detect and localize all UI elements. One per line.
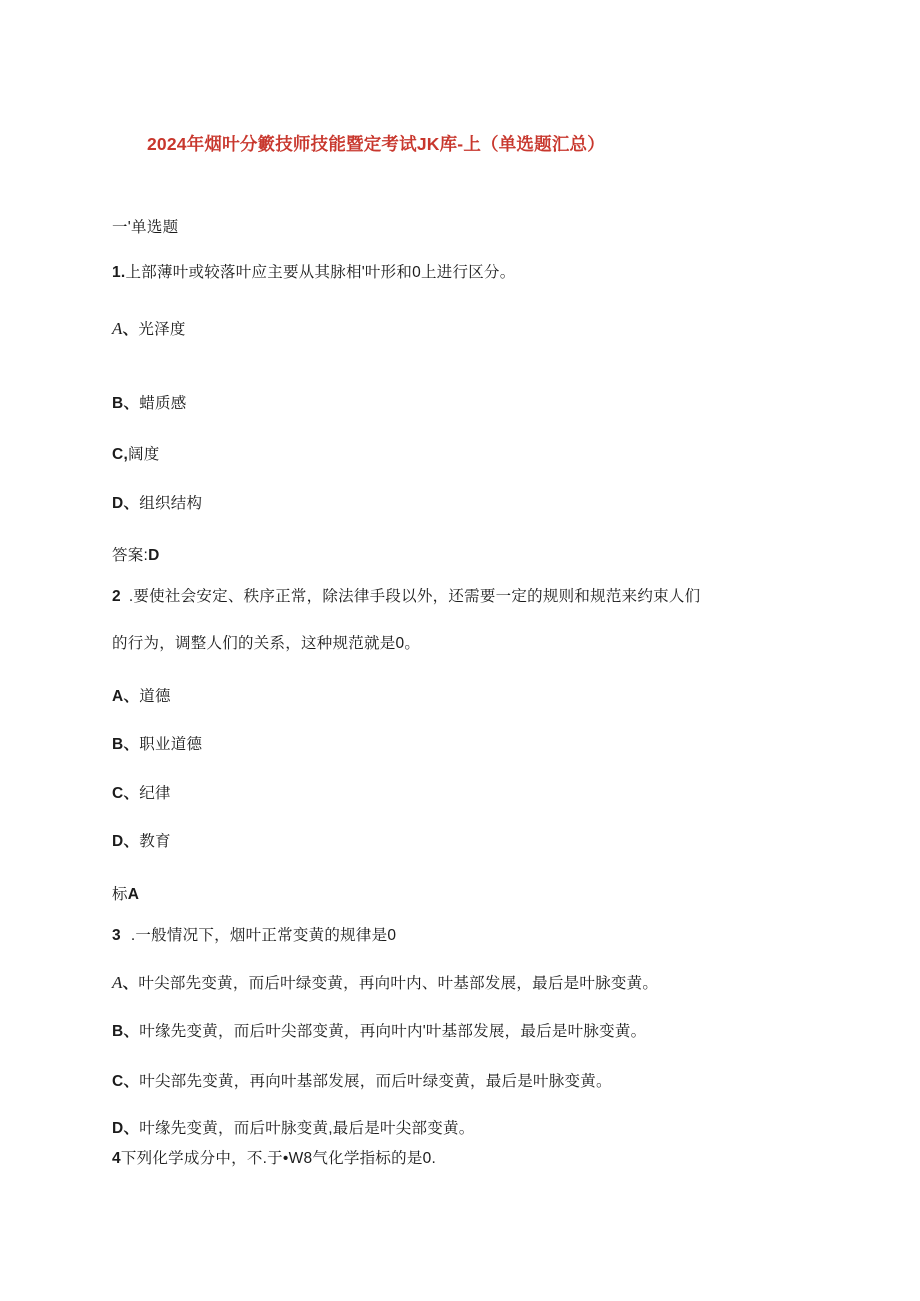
question-2-answer [112,882,139,904]
question-2-option-d[interactable] [112,831,171,853]
section-heading-single-choice: 一'单选题 [112,219,179,236]
option-separator: 、 [123,1023,140,1040]
question-4-number: 4 [112,1150,121,1167]
option-text: 组织结构 [139,495,203,512]
option-letter: C [112,785,124,802]
answer-value: D [148,547,160,564]
option-separator: 、 [123,688,140,705]
answer-label: 标 [112,886,128,903]
option-text: 叶缘先变黄，而后叶尖部变黄，再向叶内'叶基部发展，最后是叶脉变黄。 [139,1023,647,1040]
question-2-option-c[interactable] [112,783,171,805]
option-separator: 、 [123,495,140,512]
page-title: 2024年烟叶分籔技师技能暨定考试JK库-上（单选题汇总） [147,134,605,154]
question-1-option-a[interactable] [112,317,186,342]
option-text: 阔度 [128,446,160,463]
option-separator: 、 [123,833,140,850]
option-letter: D [112,495,124,512]
option-separator: 、 [123,1073,140,1090]
option-separator: , [123,446,129,463]
question-1-option-d[interactable] [112,493,202,515]
question-2-number: 2 [112,588,121,605]
option-letter: A [112,973,123,992]
option-text: 光泽度 [138,321,186,338]
option-text: 纪律 [139,785,171,802]
option-letter: D [112,1120,124,1137]
question-1-answer [112,543,160,565]
option-letter: D [112,833,124,850]
option-text: 职业道德 [139,736,203,753]
question-2-option-b[interactable] [112,734,202,756]
option-separator: 、 [123,785,140,802]
question-1-option-c[interactable] [112,444,160,466]
option-letter: B [112,1023,124,1040]
question-3-option-d[interactable] [112,1118,475,1140]
option-letter: A [112,319,123,338]
option-text: 叶尖部先变黄，再向叶基部发展，而后叶绿变黄，最后是叶脉变黄。 [139,1073,612,1090]
question-1-stem [112,262,516,284]
answer-value: A [127,886,140,903]
question-1-stem-text: 上部薄叶或较落叶应主要从其脉相'叶形和0上进行区分。 [125,264,516,281]
option-separator: 、 [123,395,140,412]
option-letter: C [112,1073,124,1090]
question-3-number: 3 [112,927,121,944]
option-letter: C [112,446,124,463]
question-3-option-c[interactable] [112,1071,612,1093]
answer-label: 答案: [112,547,149,564]
option-letter: A [112,688,124,705]
question-2-stem-text-line-1: .要使社会安定、秩序正常，除法律手段以外，还需要一定的规则和规范来约束人们 [128,588,701,605]
question-1-option-b[interactable] [112,393,186,415]
question-2-stem-line-2: 的行为，调整人们的关系，这种规范就是0。 [112,635,421,652]
option-separator: 、 [123,736,140,753]
option-text: 蜡质感 [139,395,187,412]
option-text: 道德 [139,688,171,705]
question-2-stem-line-1 [112,586,700,608]
option-letter: B [112,395,124,412]
question-4-stem [112,1148,436,1170]
question-1-number: 1. [112,264,126,281]
question-3-option-b[interactable] [112,1021,646,1043]
option-separator: 、 [122,321,139,338]
option-separator: 、 [123,1120,140,1137]
option-text: 叶缘先变黄，而后叶脉变黄,最后是叶尖部变黄。 [139,1120,475,1137]
option-text: 教育 [139,833,171,850]
question-2-option-a[interactable] [112,686,171,708]
option-letter: B [112,736,124,753]
option-separator: 、 [122,975,139,992]
question-3-stem [112,925,396,947]
question-4-stem-text: 下列化学成分中，不.于•W8气化学指标的是0. [120,1150,437,1167]
question-3-option-a[interactable] [112,971,658,996]
option-text: 叶尖部先变黄，而后叶绿变黄，再向叶内、叶基部发展，最后是叶脉变黄。 [138,975,659,992]
question-3-stem-text: .一般情况下，烟叶正常变黄的规律是0 [130,927,397,944]
